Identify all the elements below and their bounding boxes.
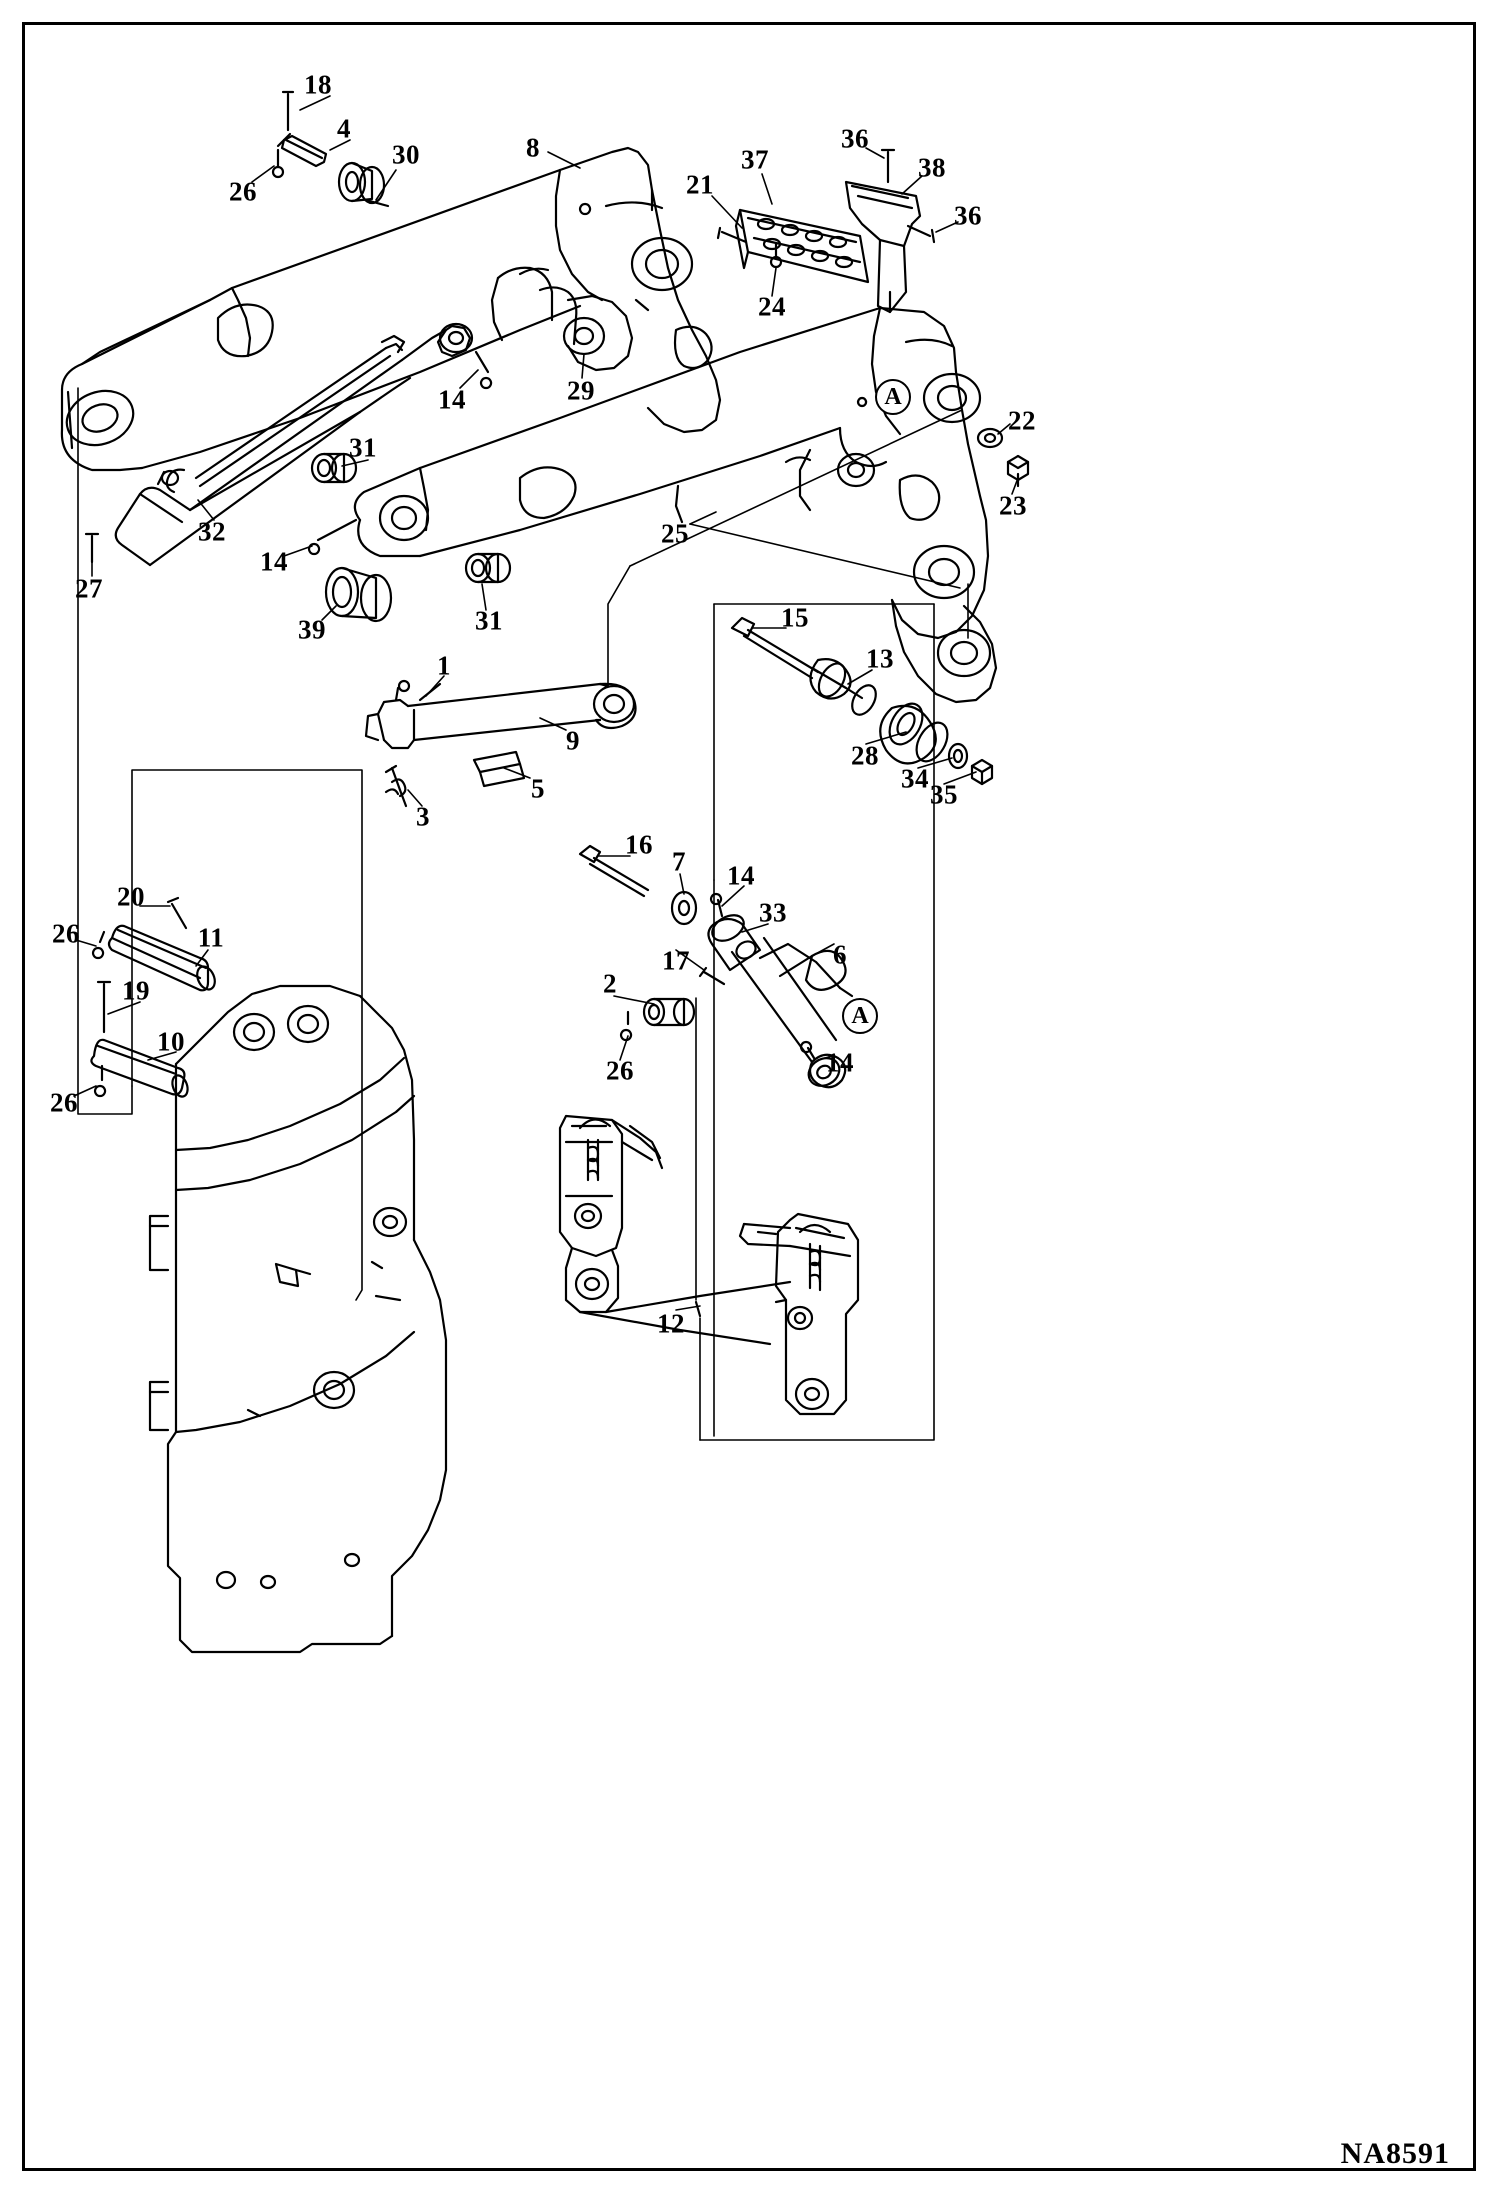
callout-7: 7	[672, 846, 686, 877]
callout-31-left: 31	[349, 432, 377, 463]
callout-23: 23	[999, 490, 1027, 521]
callout-13: 13	[866, 643, 894, 674]
callout-14-upper: 14	[438, 384, 466, 415]
callout-39: 39	[298, 614, 326, 645]
callout-14-mid: 14	[260, 546, 288, 577]
callout-26-upper-left: 26	[229, 176, 257, 207]
callout-5: 5	[531, 773, 545, 804]
callout-35: 35	[930, 779, 958, 810]
callout-24: 24	[758, 291, 786, 322]
detail-marker-a-lower: A	[842, 998, 878, 1034]
document-number: NA8591	[1340, 2137, 1450, 2170]
callout-11: 11	[197, 922, 225, 953]
callout-22: 22	[1008, 405, 1036, 436]
callout-28: 28	[851, 740, 879, 771]
callout-34: 34	[901, 763, 929, 794]
callout-8: 8	[526, 132, 540, 163]
callout-19: 19	[122, 975, 150, 1006]
callout-30: 30	[392, 139, 420, 170]
callout-9: 9	[566, 725, 580, 756]
callout-29: 29	[567, 375, 595, 406]
callout-14-cyl-bottom: 14	[826, 1047, 854, 1078]
callout-27: 27	[75, 573, 103, 604]
callout-14-cyl-top: 14	[727, 860, 755, 891]
callout-21: 21	[686, 169, 714, 200]
callout-32: 32	[198, 516, 226, 547]
callout-6: 6	[833, 939, 847, 970]
callout-37: 37	[741, 144, 769, 175]
callout-38: 38	[918, 152, 946, 183]
callout-16: 16	[625, 829, 653, 860]
callout-26-cyl: 26	[606, 1055, 634, 1086]
callout-33: 33	[759, 897, 787, 928]
callout-10: 10	[157, 1026, 185, 1057]
callout-2: 2	[603, 968, 617, 999]
callout-26-pin20: 26	[52, 918, 80, 949]
callout-17: 17	[662, 945, 690, 976]
callout-1: 1	[437, 650, 451, 681]
detail-marker-a-upper: A	[875, 379, 911, 415]
callout-12: 12	[657, 1308, 685, 1339]
callout-26-pin10: 26	[50, 1087, 78, 1118]
callout-18: 18	[304, 69, 332, 100]
callout-31-right: 31	[475, 605, 503, 636]
callout-36-top: 36	[841, 123, 869, 154]
callout-20: 20	[117, 881, 145, 912]
callout-4: 4	[337, 113, 351, 144]
callout-36-right: 36	[954, 200, 982, 231]
callout-3: 3	[416, 801, 430, 832]
callout-15: 15	[781, 602, 809, 633]
callout-25: 25	[661, 518, 689, 549]
